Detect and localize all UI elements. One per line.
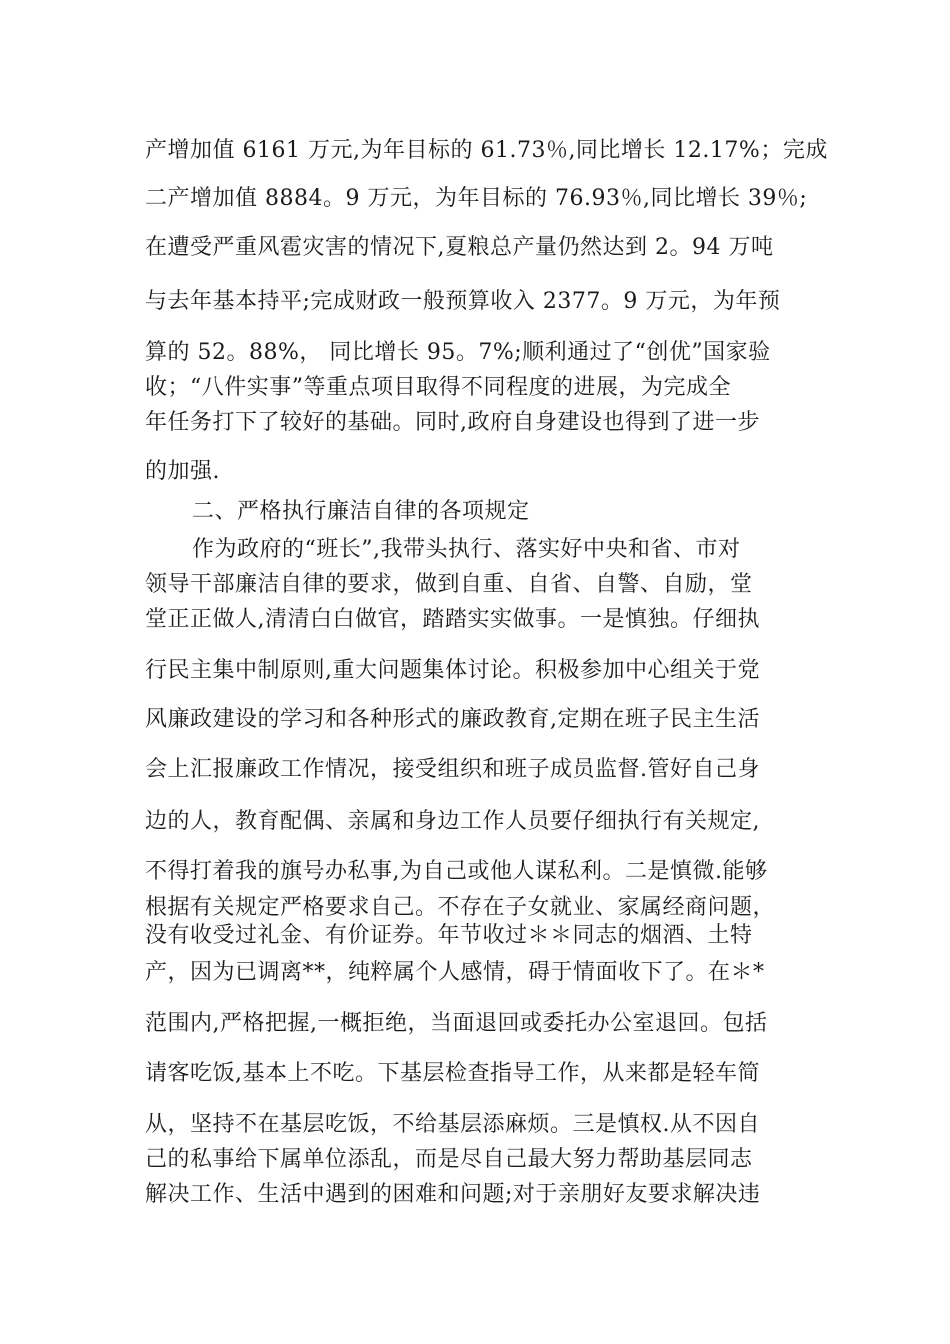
body-text-line: 收；“八件实事”等重点项目取得不同程度的进展，为完成全	[145, 375, 731, 400]
body-text-line: 的加强.	[145, 459, 220, 484]
body-text-line: 请客吃饭,基本上不吃。下基层检查指导工作，从来都是轻车简	[145, 1061, 760, 1086]
body-text-line: 算的 52。88%， 同比增长 95。7%;顺利通过了“创优”国家验	[145, 340, 771, 365]
body-text-line: 解决工作、生活中遇到的困难和问题;对于亲朋好友要求解决违	[145, 1182, 761, 1207]
section-heading: 二、严格执行廉洁自律的各项规定	[192, 499, 530, 524]
body-text-line: 边的人，教育配偶、亲属和身边工作人员要仔细执行有关规定,	[145, 809, 760, 834]
body-text-line: 产增加值 6161 万元,为年目标的 61.73％,同比增长 12.17%；完成	[145, 138, 828, 163]
body-text-line: 从，坚持不在基层吃饭，不给基层添麻烦。三是慎权.从不因自	[145, 1112, 760, 1137]
body-text-line: 己的私事给下属单位添乱，而是尽自己最大努力帮助基层同志	[145, 1147, 753, 1172]
body-text-line: 行民主集中制原则,重大问题集体讨论。积极参加中心组关于党	[145, 658, 760, 683]
body-text-line: 堂正正做人,清清白白做官，踏踏实实做事。一是慎独。仔细执	[145, 607, 760, 632]
body-text-line: 不得打着我的旗号办私事,为自己或他人谋私利。二是慎微.能够	[145, 859, 768, 884]
body-text-line: 风廉政建设的学习和各种形式的廉政教育,定期在班子民主生活	[145, 707, 760, 732]
body-text-line: 根据有关规定严格要求自己。不存在子女就业、家属经商问题，	[145, 895, 776, 920]
body-text-line: 年任务打下了较好的基础。同时,政府自身建设也得到了进一步	[145, 410, 760, 435]
paragraph-first-line: 作为政府的“班长”,我带头执行、落实好中央和省、市对	[192, 537, 741, 562]
body-text-line: 没有收受过礼金、有价证券。年节收过＊＊同志的烟酒、土特	[145, 923, 753, 948]
body-text-line: 范围内,严格把握,一概拒绝，当面退回或委托办公室退回。包括	[145, 1011, 768, 1036]
body-text-line: 二产增加值 8884。9 万元，为年目标的 76.93％,同比增长 39％;	[145, 186, 808, 211]
body-text-line: 在遭受严重风雹灾害的情况下,夏粮总产量仍然达到 2。94 万吨	[145, 235, 774, 260]
body-text-line: 领导干部廉洁自律的要求，做到自重、自省、自警、自励，堂	[145, 572, 753, 597]
body-text-line: 产，因为已调离**，纯粹属个人感情，碍于情面收下了。在＊*	[145, 960, 765, 985]
body-text-line: 会上汇报廉政工作情况，接受组织和班子成员监督.管好自己身	[145, 757, 760, 782]
body-text-line: 与去年基本持平;完成财政一般预算收入 2377。9 万元，为年预	[145, 289, 781, 314]
